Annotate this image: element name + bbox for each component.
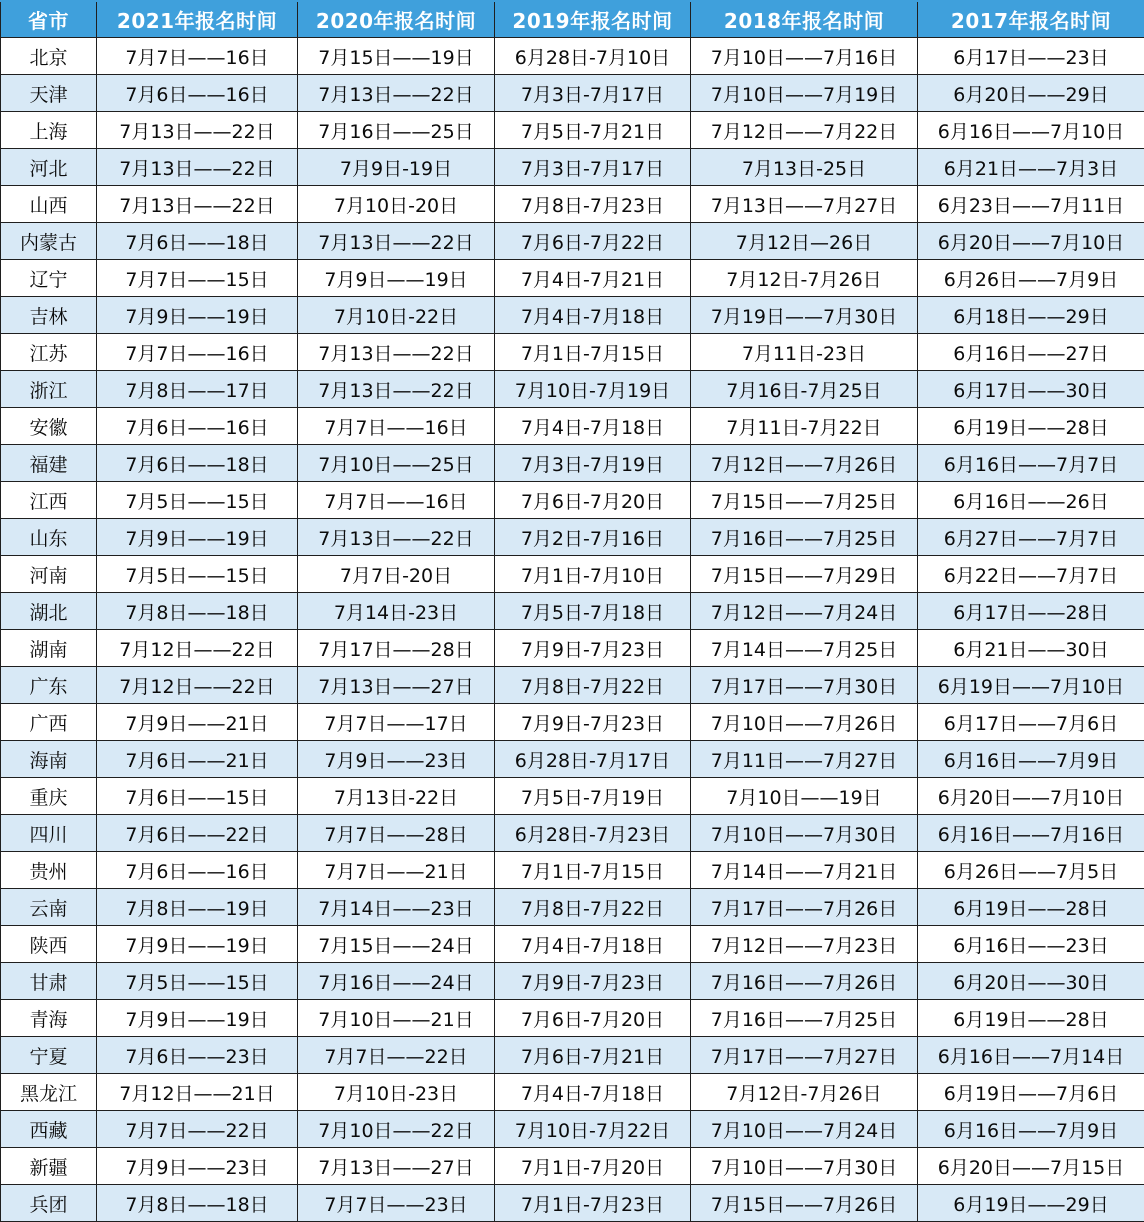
province-cell: 四川	[1, 815, 97, 852]
date-range-cell: 6月20日——29日	[918, 75, 1144, 112]
date-range-cell: 7月13日——22日	[298, 334, 495, 371]
date-range-cell: 7月9日-7月23日	[495, 630, 691, 667]
province-cell: 天津	[1, 75, 97, 112]
date-range-cell: 6月16日——7月7日	[918, 445, 1144, 482]
date-range-cell: 7月15日——7月25日	[691, 482, 918, 519]
date-range-cell: 7月15日——24日	[298, 926, 495, 963]
date-range-cell: 7月14日——7月25日	[691, 630, 918, 667]
date-range-cell: 7月12日——7月24日	[691, 593, 918, 630]
date-range-cell: 7月7日——23日	[298, 1185, 495, 1222]
date-range-cell: 7月1日-7月15日	[495, 334, 691, 371]
province-cell: 山西	[1, 186, 97, 223]
date-range-cell: 7月17日——7月30日	[691, 667, 918, 704]
table-row	[1, 1000, 1144, 1037]
date-range-cell: 6月28日-7月10日	[495, 38, 691, 75]
table-row	[1, 1074, 1144, 1111]
date-range-cell: 7月9日——19日	[97, 926, 298, 963]
table-row	[1, 371, 1144, 408]
date-range-cell: 7月12日——7月22日	[691, 112, 918, 149]
date-range-cell: 6月19日——7月6日	[918, 1074, 1144, 1111]
date-range-cell: 7月5日——15日	[97, 556, 298, 593]
date-range-cell: 6月20日——7月15日	[918, 1148, 1144, 1185]
table-row	[1, 1185, 1144, 1222]
date-range-cell: 6月28日-7月23日	[495, 815, 691, 852]
province-cell: 重庆	[1, 778, 97, 815]
table-row	[1, 963, 1144, 1000]
province-cell: 江西	[1, 482, 97, 519]
date-range-cell: 7月13日——22日	[97, 186, 298, 223]
province-cell: 新疆	[1, 1148, 97, 1185]
date-range-cell: 6月21日——7月3日	[918, 149, 1144, 186]
date-range-cell: 7月13日-25日	[691, 149, 918, 186]
column-header-year: 2019年报名时间	[495, 1, 691, 38]
province-cell: 甘肃	[1, 963, 97, 1000]
date-range-cell: 7月13日——22日	[97, 112, 298, 149]
table-row	[1, 593, 1144, 630]
date-range-cell: 7月5日-7月21日	[495, 112, 691, 149]
table-row	[1, 75, 1144, 112]
province-cell: 西藏	[1, 1111, 97, 1148]
date-range-cell: 6月26日——7月9日	[918, 260, 1144, 297]
table-row	[1, 519, 1144, 556]
date-range-cell: 6月20日——7月10日	[918, 778, 1144, 815]
date-range-cell: 7月8日——19日	[97, 889, 298, 926]
table-row	[1, 408, 1144, 445]
province-cell: 宁夏	[1, 1037, 97, 1074]
date-range-cell: 7月7日——21日	[298, 852, 495, 889]
table-row	[1, 630, 1144, 667]
date-range-cell: 7月11日-23日	[691, 334, 918, 371]
table-row	[1, 297, 1144, 334]
province-cell: 河北	[1, 149, 97, 186]
date-range-cell: 7月10日——7月24日	[691, 1111, 918, 1148]
header-row	[1, 1, 1144, 38]
province-cell: 内蒙古	[1, 223, 97, 260]
date-range-cell: 7月9日-7月23日	[495, 704, 691, 741]
date-range-cell: 7月5日——15日	[97, 963, 298, 1000]
date-range-cell: 7月3日-7月17日	[495, 149, 691, 186]
date-range-cell: 7月13日——22日	[298, 519, 495, 556]
date-range-cell: 7月16日——24日	[298, 963, 495, 1000]
date-range-cell: 7月7日——16日	[298, 408, 495, 445]
date-range-cell: 7月11日-7月22日	[691, 408, 918, 445]
date-range-cell: 7月6日-7月20日	[495, 1000, 691, 1037]
province-cell: 广西	[1, 704, 97, 741]
table-row	[1, 741, 1144, 778]
date-range-cell: 7月9日——19日	[97, 519, 298, 556]
date-range-cell: 7月9日-19日	[298, 149, 495, 186]
date-range-cell: 7月12日——21日	[97, 1074, 298, 1111]
date-range-cell: 6月16日——23日	[918, 926, 1144, 963]
province-cell: 北京	[1, 38, 97, 75]
date-range-cell: 7月10日-20日	[298, 186, 495, 223]
date-range-cell: 6月20日——7月10日	[918, 223, 1144, 260]
date-range-cell: 7月8日——18日	[97, 593, 298, 630]
date-range-cell: 6月19日——7月10日	[918, 667, 1144, 704]
date-range-cell: 7月10日——21日	[298, 1000, 495, 1037]
date-range-cell: 7月13日——22日	[298, 371, 495, 408]
date-range-cell: 7月16日——25日	[298, 112, 495, 149]
column-header-province: 省市	[1, 1, 97, 38]
date-range-cell: 7月6日——23日	[97, 1037, 298, 1074]
date-range-cell: 7月14日-23日	[298, 593, 495, 630]
table-row	[1, 1111, 1144, 1148]
date-range-cell: 7月5日——15日	[97, 482, 298, 519]
date-range-cell: 7月14日——23日	[298, 889, 495, 926]
date-range-cell: 7月13日——27日	[298, 667, 495, 704]
date-range-cell: 7月3日-7月19日	[495, 445, 691, 482]
province-cell: 安徽	[1, 408, 97, 445]
table-row	[1, 1148, 1144, 1185]
date-range-cell: 6月28日-7月17日	[495, 741, 691, 778]
table-row	[1, 334, 1144, 371]
date-range-cell: 6月16日——26日	[918, 482, 1144, 519]
table-row	[1, 186, 1144, 223]
date-range-cell: 7月10日-7月22日	[495, 1111, 691, 1148]
date-range-cell: 7月7日——22日	[298, 1037, 495, 1074]
date-range-cell: 7月8日——18日	[97, 1185, 298, 1222]
date-range-cell: 7月6日——16日	[97, 852, 298, 889]
province-cell: 浙江	[1, 371, 97, 408]
date-range-cell: 7月13日——27日	[298, 1148, 495, 1185]
date-range-cell: 6月17日——23日	[918, 38, 1144, 75]
province-cell: 吉林	[1, 297, 97, 334]
date-range-cell: 6月16日——7月9日	[918, 1111, 1144, 1148]
date-range-cell: 7月9日——23日	[298, 741, 495, 778]
table-row	[1, 445, 1144, 482]
date-range-cell: 7月13日——7月27日	[691, 186, 918, 223]
date-range-cell: 7月3日-7月17日	[495, 75, 691, 112]
date-range-cell: 7月6日-7月21日	[495, 1037, 691, 1074]
date-range-cell: 7月12日——7月26日	[691, 445, 918, 482]
date-range-cell: 7月10日——7月16日	[691, 38, 918, 75]
date-range-cell: 7月16日-7月25日	[691, 371, 918, 408]
table-header	[1, 1, 1144, 38]
date-range-cell: 7月12日——7月23日	[691, 926, 918, 963]
date-range-cell: 7月9日——23日	[97, 1148, 298, 1185]
date-range-cell: 7月13日——22日	[298, 75, 495, 112]
table-row	[1, 482, 1144, 519]
date-range-cell: 7月4日-7月18日	[495, 1074, 691, 1111]
province-cell: 陕西	[1, 926, 97, 963]
date-range-cell: 6月27日——7月7日	[918, 519, 1144, 556]
date-range-cell: 7月5日-7月18日	[495, 593, 691, 630]
date-range-cell: 7月9日——19日	[97, 297, 298, 334]
date-range-cell: 7月19日——7月30日	[691, 297, 918, 334]
province-cell: 湖北	[1, 593, 97, 630]
table-row	[1, 223, 1144, 260]
date-range-cell: 7月5日-7月19日	[495, 778, 691, 815]
date-range-cell: 7月4日-7月21日	[495, 260, 691, 297]
date-range-cell: 7月17日——28日	[298, 630, 495, 667]
date-range-cell: 7月9日——21日	[97, 704, 298, 741]
date-range-cell: 7月6日——16日	[97, 408, 298, 445]
date-range-cell: 6月16日——7月16日	[918, 815, 1144, 852]
date-range-cell: 6月20日——30日	[918, 963, 1144, 1000]
province-cell: 贵州	[1, 852, 97, 889]
date-range-cell: 6月19日——28日	[918, 408, 1144, 445]
table-body	[1, 38, 1144, 1222]
date-range-cell: 7月12日-7月26日	[691, 260, 918, 297]
date-range-cell: 7月7日——16日	[97, 334, 298, 371]
province-cell: 福建	[1, 445, 97, 482]
date-range-cell: 6月19日——28日	[918, 889, 1144, 926]
date-range-cell: 7月15日——7月29日	[691, 556, 918, 593]
date-range-cell: 7月8日-7月22日	[495, 667, 691, 704]
province-cell: 兵团	[1, 1185, 97, 1222]
date-range-cell: 7月12日-7月26日	[691, 1074, 918, 1111]
date-range-cell: 7月7日——16日	[298, 482, 495, 519]
date-range-cell: 7月8日——17日	[97, 371, 298, 408]
date-range-cell: 7月17日——7月27日	[691, 1037, 918, 1074]
date-range-cell: 7月6日——18日	[97, 445, 298, 482]
date-range-cell: 7月13日——22日	[97, 149, 298, 186]
date-range-cell: 7月2日-7月16日	[495, 519, 691, 556]
date-range-cell: 7月15日——19日	[298, 38, 495, 75]
date-range-cell: 7月6日——18日	[97, 223, 298, 260]
date-range-cell: 7月9日-7月23日	[495, 963, 691, 1000]
date-range-cell: 7月16日——7月25日	[691, 519, 918, 556]
table-row	[1, 260, 1144, 297]
date-range-cell: 7月1日-7月20日	[495, 1148, 691, 1185]
date-range-cell: 7月7日——17日	[298, 704, 495, 741]
date-range-cell: 7月10日-7月19日	[495, 371, 691, 408]
date-range-cell: 6月21日——30日	[918, 630, 1144, 667]
date-range-cell: 7月10日——7月19日	[691, 75, 918, 112]
date-range-cell: 6月16日——7月9日	[918, 741, 1144, 778]
date-range-cell: 7月7日——16日	[97, 38, 298, 75]
column-header-year: 2021年报名时间	[97, 1, 298, 38]
province-cell: 广东	[1, 667, 97, 704]
table-row	[1, 852, 1144, 889]
table-row	[1, 926, 1144, 963]
date-range-cell: 7月14日——7月21日	[691, 852, 918, 889]
date-range-cell: 7月10日-22日	[298, 297, 495, 334]
date-range-cell: 7月12日——22日	[97, 630, 298, 667]
province-cell: 山东	[1, 519, 97, 556]
date-range-cell: 6月17日——7月6日	[918, 704, 1144, 741]
date-range-cell: 6月16日——27日	[918, 334, 1144, 371]
date-range-cell: 7月10日——22日	[298, 1111, 495, 1148]
date-range-cell: 7月6日-7月22日	[495, 223, 691, 260]
date-range-cell: 7月6日——15日	[97, 778, 298, 815]
date-range-cell: 7月12日—26日	[691, 223, 918, 260]
date-range-cell: 7月17日——7月26日	[691, 889, 918, 926]
date-range-cell: 7月6日——21日	[97, 741, 298, 778]
date-range-cell: 7月4日-7月18日	[495, 297, 691, 334]
table-row	[1, 704, 1144, 741]
province-cell: 河南	[1, 556, 97, 593]
table-row	[1, 778, 1144, 815]
date-range-cell: 7月4日-7月18日	[495, 926, 691, 963]
table-row	[1, 1037, 1144, 1074]
date-range-cell: 7月10日——7月30日	[691, 1148, 918, 1185]
province-cell: 云南	[1, 889, 97, 926]
date-range-cell: 7月10日——7月30日	[691, 815, 918, 852]
date-range-cell: 7月10日——25日	[298, 445, 495, 482]
date-range-cell: 7月7日——22日	[97, 1111, 298, 1148]
table-row	[1, 112, 1144, 149]
date-range-cell: 7月13日-22日	[298, 778, 495, 815]
date-range-cell: 6月22日——7月7日	[918, 556, 1144, 593]
date-range-cell: 7月9日——19日	[298, 260, 495, 297]
date-range-cell: 7月10日——7月26日	[691, 704, 918, 741]
date-range-cell: 7月15日——7月26日	[691, 1185, 918, 1222]
date-range-cell: 6月23日——7月11日	[918, 186, 1144, 223]
date-range-cell: 6月17日——28日	[918, 593, 1144, 630]
date-range-cell: 7月1日-7月10日	[495, 556, 691, 593]
column-header-year: 2018年报名时间	[691, 1, 918, 38]
table-row	[1, 556, 1144, 593]
date-range-cell: 7月7日-20日	[298, 556, 495, 593]
date-range-cell: 7月6日——22日	[97, 815, 298, 852]
table-row	[1, 38, 1144, 75]
date-range-cell: 6月26日——7月5日	[918, 852, 1144, 889]
province-cell: 海南	[1, 741, 97, 778]
date-range-cell: 7月7日——28日	[298, 815, 495, 852]
table-row	[1, 667, 1144, 704]
date-range-cell: 7月6日——16日	[97, 75, 298, 112]
date-range-cell: 7月8日-7月22日	[495, 889, 691, 926]
column-header-year: 2017年报名时间	[918, 1, 1144, 38]
province-cell: 青海	[1, 1000, 97, 1037]
province-cell: 江苏	[1, 334, 97, 371]
province-cell: 上海	[1, 112, 97, 149]
date-range-cell: 6月17日——30日	[918, 371, 1144, 408]
province-cell: 湖南	[1, 630, 97, 667]
table-row	[1, 149, 1144, 186]
date-range-cell: 6月16日——7月14日	[918, 1037, 1144, 1074]
date-range-cell: 7月7日——15日	[97, 260, 298, 297]
date-range-cell: 7月1日-7月15日	[495, 852, 691, 889]
date-range-cell: 7月11日——7月27日	[691, 741, 918, 778]
date-range-cell: 7月4日-7月18日	[495, 408, 691, 445]
date-range-cell: 6月18日——29日	[918, 297, 1144, 334]
date-range-cell: 7月1日-7月23日	[495, 1185, 691, 1222]
date-range-cell: 7月6日-7月20日	[495, 482, 691, 519]
date-range-cell: 7月16日——7月25日	[691, 1000, 918, 1037]
date-range-cell: 7月12日——22日	[97, 667, 298, 704]
date-range-cell: 7月13日——22日	[298, 223, 495, 260]
date-range-cell: 7月16日——7月26日	[691, 963, 918, 1000]
date-range-cell: 6月19日——29日	[918, 1185, 1144, 1222]
date-range-cell: 6月16日——7月10日	[918, 112, 1144, 149]
date-range-cell: 7月10日-23日	[298, 1074, 495, 1111]
province-cell: 黑龙江	[1, 1074, 97, 1111]
province-cell: 辽宁	[1, 260, 97, 297]
date-range-cell: 7月9日——19日	[97, 1000, 298, 1037]
date-range-cell: 7月10日——19日	[691, 778, 918, 815]
table-row	[1, 815, 1144, 852]
date-range-cell: 6月19日——28日	[918, 1000, 1144, 1037]
column-header-year: 2020年报名时间	[298, 1, 495, 38]
date-range-cell: 7月8日-7月23日	[495, 186, 691, 223]
table-row	[1, 889, 1144, 926]
